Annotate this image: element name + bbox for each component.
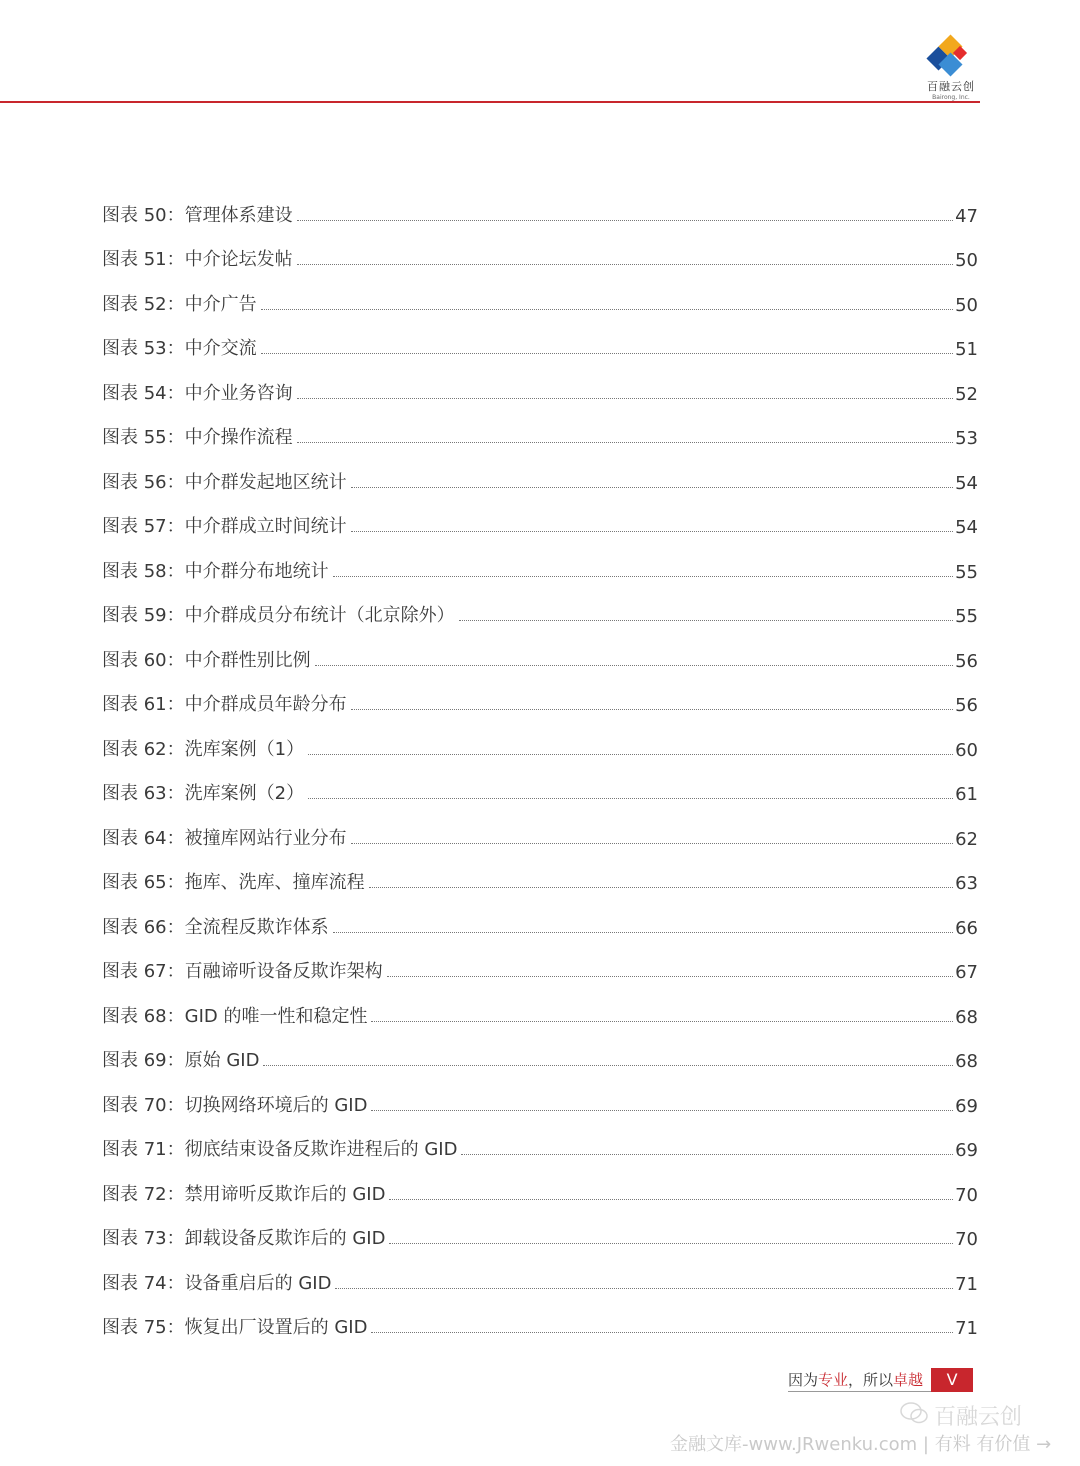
toc-entry-label: 图表 72：禁用谛听反欺诈后的 GID xyxy=(102,1183,386,1205)
toc-entry-page: 67 xyxy=(955,962,978,983)
toc-leader-dots xyxy=(261,308,953,310)
toc-leader-dots xyxy=(333,575,953,577)
toc-entry-page: 68 xyxy=(955,1006,978,1028)
toc-entry-page: 63 xyxy=(955,873,978,894)
toc-leader-dots xyxy=(308,753,953,755)
toc-entry-page: 68 xyxy=(955,1051,978,1072)
toc-entry[interactable] xyxy=(102,316,978,361)
toc-leader-dots xyxy=(263,1064,953,1066)
toc-entry[interactable] xyxy=(102,761,978,806)
toc-leader-dots xyxy=(308,797,953,799)
toc-leader-dots xyxy=(297,397,953,399)
toc-entry-label: 图表 73：卸载设备反欺诈后的 GID xyxy=(102,1228,386,1249)
toc-entry-page: 70 xyxy=(955,1229,978,1250)
wechat-icon xyxy=(900,1402,928,1430)
toc-leader-dots xyxy=(351,486,953,488)
toc-entry-page: 47 xyxy=(955,205,978,227)
toc-entry-page: 55 xyxy=(955,606,978,627)
toc-entry[interactable] xyxy=(102,627,978,672)
figure-list xyxy=(102,182,978,1339)
toc-entry-label: 图表 52：中介广告 xyxy=(102,293,257,315)
wechat-account: 百融云创 xyxy=(934,1405,1023,1430)
toc-entry-page: 62 xyxy=(955,828,978,850)
toc-entry-label: 图表 74：设备重启后的 GID xyxy=(102,1272,332,1294)
toc-entry[interactable] xyxy=(102,1295,978,1340)
toc-entry-page: 54 xyxy=(955,472,978,494)
toc-entry-page: 69 xyxy=(955,1095,978,1117)
toc-leader-dots xyxy=(351,842,953,844)
toc-entry-label: 图表 54：中介业务咨询 xyxy=(102,382,293,404)
toc-entry-page: 50 xyxy=(955,250,978,271)
toc-leader-dots xyxy=(369,886,953,888)
toc-leader-dots xyxy=(389,1242,953,1244)
slogan-part-4: 卓越 xyxy=(893,1370,924,1389)
toc-entry[interactable] xyxy=(102,983,978,1028)
toc-entry[interactable] xyxy=(102,939,978,984)
toc-leader-dots xyxy=(389,1198,953,1200)
toc-entry-page: 53 xyxy=(955,428,978,449)
toc-entry-label: 图表 56：中介群发起地区统计 xyxy=(102,471,347,493)
toc-entry[interactable] xyxy=(102,894,978,939)
toc-entry-label: 图表 64：被撞库网站行业分布 xyxy=(102,827,347,849)
toc-entry[interactable] xyxy=(102,360,978,405)
toc-entry-page: 55 xyxy=(955,561,978,583)
toc-entry-page: 52 xyxy=(955,383,978,405)
toc-leader-dots xyxy=(297,441,953,443)
toc-entry-page: 50 xyxy=(955,294,978,316)
toc-entry-page: 61 xyxy=(955,784,978,805)
toc-leader-dots xyxy=(315,664,953,666)
toc-entry[interactable] xyxy=(102,494,978,539)
toc-entry[interactable] xyxy=(102,227,978,272)
page-number: V xyxy=(931,1368,973,1392)
toc-entry[interactable] xyxy=(102,1250,978,1295)
toc-entry-page: 66 xyxy=(955,917,978,939)
toc-entry[interactable] xyxy=(102,1028,978,1073)
toc-entry-label: 图表 68：GID 的唯一性和稳定性 xyxy=(102,1005,368,1027)
toc-entry-label: 图表 65：拖库、洗库、撞库流程 xyxy=(102,872,365,893)
site-watermark: 金融文库-www.JRwenku.com | 有料 有价值 → xyxy=(670,1434,1052,1455)
toc-entry[interactable] xyxy=(102,538,978,583)
toc-entry-label: 图表 70：切换网络环境后的 GID xyxy=(102,1094,368,1116)
toc-leader-dots xyxy=(387,975,953,977)
toc-entry-label: 图表 50：管理体系建设 xyxy=(102,204,293,226)
toc-entry[interactable] xyxy=(102,405,978,450)
toc-entry[interactable] xyxy=(102,583,978,628)
toc-leader-dots xyxy=(335,1287,953,1289)
toc-entry[interactable] xyxy=(102,182,978,227)
wechat-watermark xyxy=(900,1400,1022,1431)
toc-entry[interactable] xyxy=(102,1117,978,1162)
toc-entry-label: 图表 66：全流程反欺诈体系 xyxy=(102,916,329,938)
toc-leader-dots xyxy=(333,931,953,933)
footer-slogan xyxy=(788,1368,973,1392)
toc-entry-page: 60 xyxy=(955,739,978,761)
toc-entry-label: 图表 61：中介群成员年龄分布 xyxy=(102,694,347,715)
toc-entry-page: 56 xyxy=(955,695,978,716)
logo-subtitle: Bairong, Inc. xyxy=(932,94,970,101)
toc-entry-label: 图表 67：百融谛听设备反欺诈架构 xyxy=(102,961,383,982)
toc-leader-dots xyxy=(297,263,953,265)
toc-entry-page: 51 xyxy=(955,339,978,360)
toc-entry-label: 图表 53：中介交流 xyxy=(102,338,257,359)
toc-entry-label: 图表 55：中介操作流程 xyxy=(102,427,293,448)
slogan-text xyxy=(788,1369,931,1392)
toc-entry-label: 图表 69：原始 GID xyxy=(102,1050,260,1071)
toc-entry-page: 69 xyxy=(955,1140,978,1161)
toc-entry[interactable] xyxy=(102,1161,978,1206)
toc-leader-dots xyxy=(371,1331,953,1333)
toc-entry[interactable] xyxy=(102,805,978,850)
slogan-part-2: 专业 xyxy=(818,1370,849,1389)
toc-leader-dots xyxy=(459,619,953,621)
toc-entry[interactable] xyxy=(102,449,978,494)
toc-entry-label: 图表 60：中介群性别比例 xyxy=(102,649,311,671)
toc-entry-page: 54 xyxy=(955,517,978,538)
toc-entry[interactable] xyxy=(102,1072,978,1117)
header-divider xyxy=(0,101,980,103)
toc-entry-label: 图表 51：中介论坛发帖 xyxy=(102,249,293,270)
toc-entry[interactable] xyxy=(102,1206,978,1251)
company-logo xyxy=(922,36,980,101)
toc-entry-page: 70 xyxy=(955,1184,978,1206)
toc-entry-page: 56 xyxy=(955,650,978,672)
toc-entry[interactable] xyxy=(102,716,978,761)
toc-entry-page: 71 xyxy=(955,1318,978,1339)
toc-leader-dots xyxy=(261,352,953,354)
toc-leader-dots xyxy=(371,1109,953,1111)
toc-entry-label: 图表 63：洗库案例（2） xyxy=(102,783,305,804)
toc-entry-page: 71 xyxy=(955,1273,978,1295)
toc-entry-label: 图表 62：洗库案例（1） xyxy=(102,738,305,760)
toc-entry-label: 图表 59：中介群成员分布统计（北京除外） xyxy=(102,605,455,626)
toc-entry[interactable] xyxy=(102,850,978,895)
toc-leader-dots xyxy=(351,708,953,710)
toc-entry-label: 图表 57：中介群成立时间统计 xyxy=(102,516,347,537)
toc-entry[interactable] xyxy=(102,672,978,717)
toc-leader-dots xyxy=(297,219,953,221)
slogan-part-3: ，所以 xyxy=(848,1370,894,1389)
toc-entry-label: 图表 71：彻底结束设备反欺诈进程后的 GID xyxy=(102,1139,458,1160)
toc-entry-label: 图表 58：中介群分布地统计 xyxy=(102,560,329,582)
toc-leader-dots xyxy=(461,1153,953,1155)
logo-icon xyxy=(926,36,976,76)
logo-name: 百融云创 xyxy=(927,80,975,93)
toc-leader-dots xyxy=(371,1020,953,1022)
toc-entry-label: 图表 75：恢复出厂设置后的 GID xyxy=(102,1317,368,1338)
toc-entry[interactable] xyxy=(102,271,978,316)
toc-leader-dots xyxy=(351,530,953,532)
slogan-part-1: 因为 xyxy=(788,1370,819,1389)
